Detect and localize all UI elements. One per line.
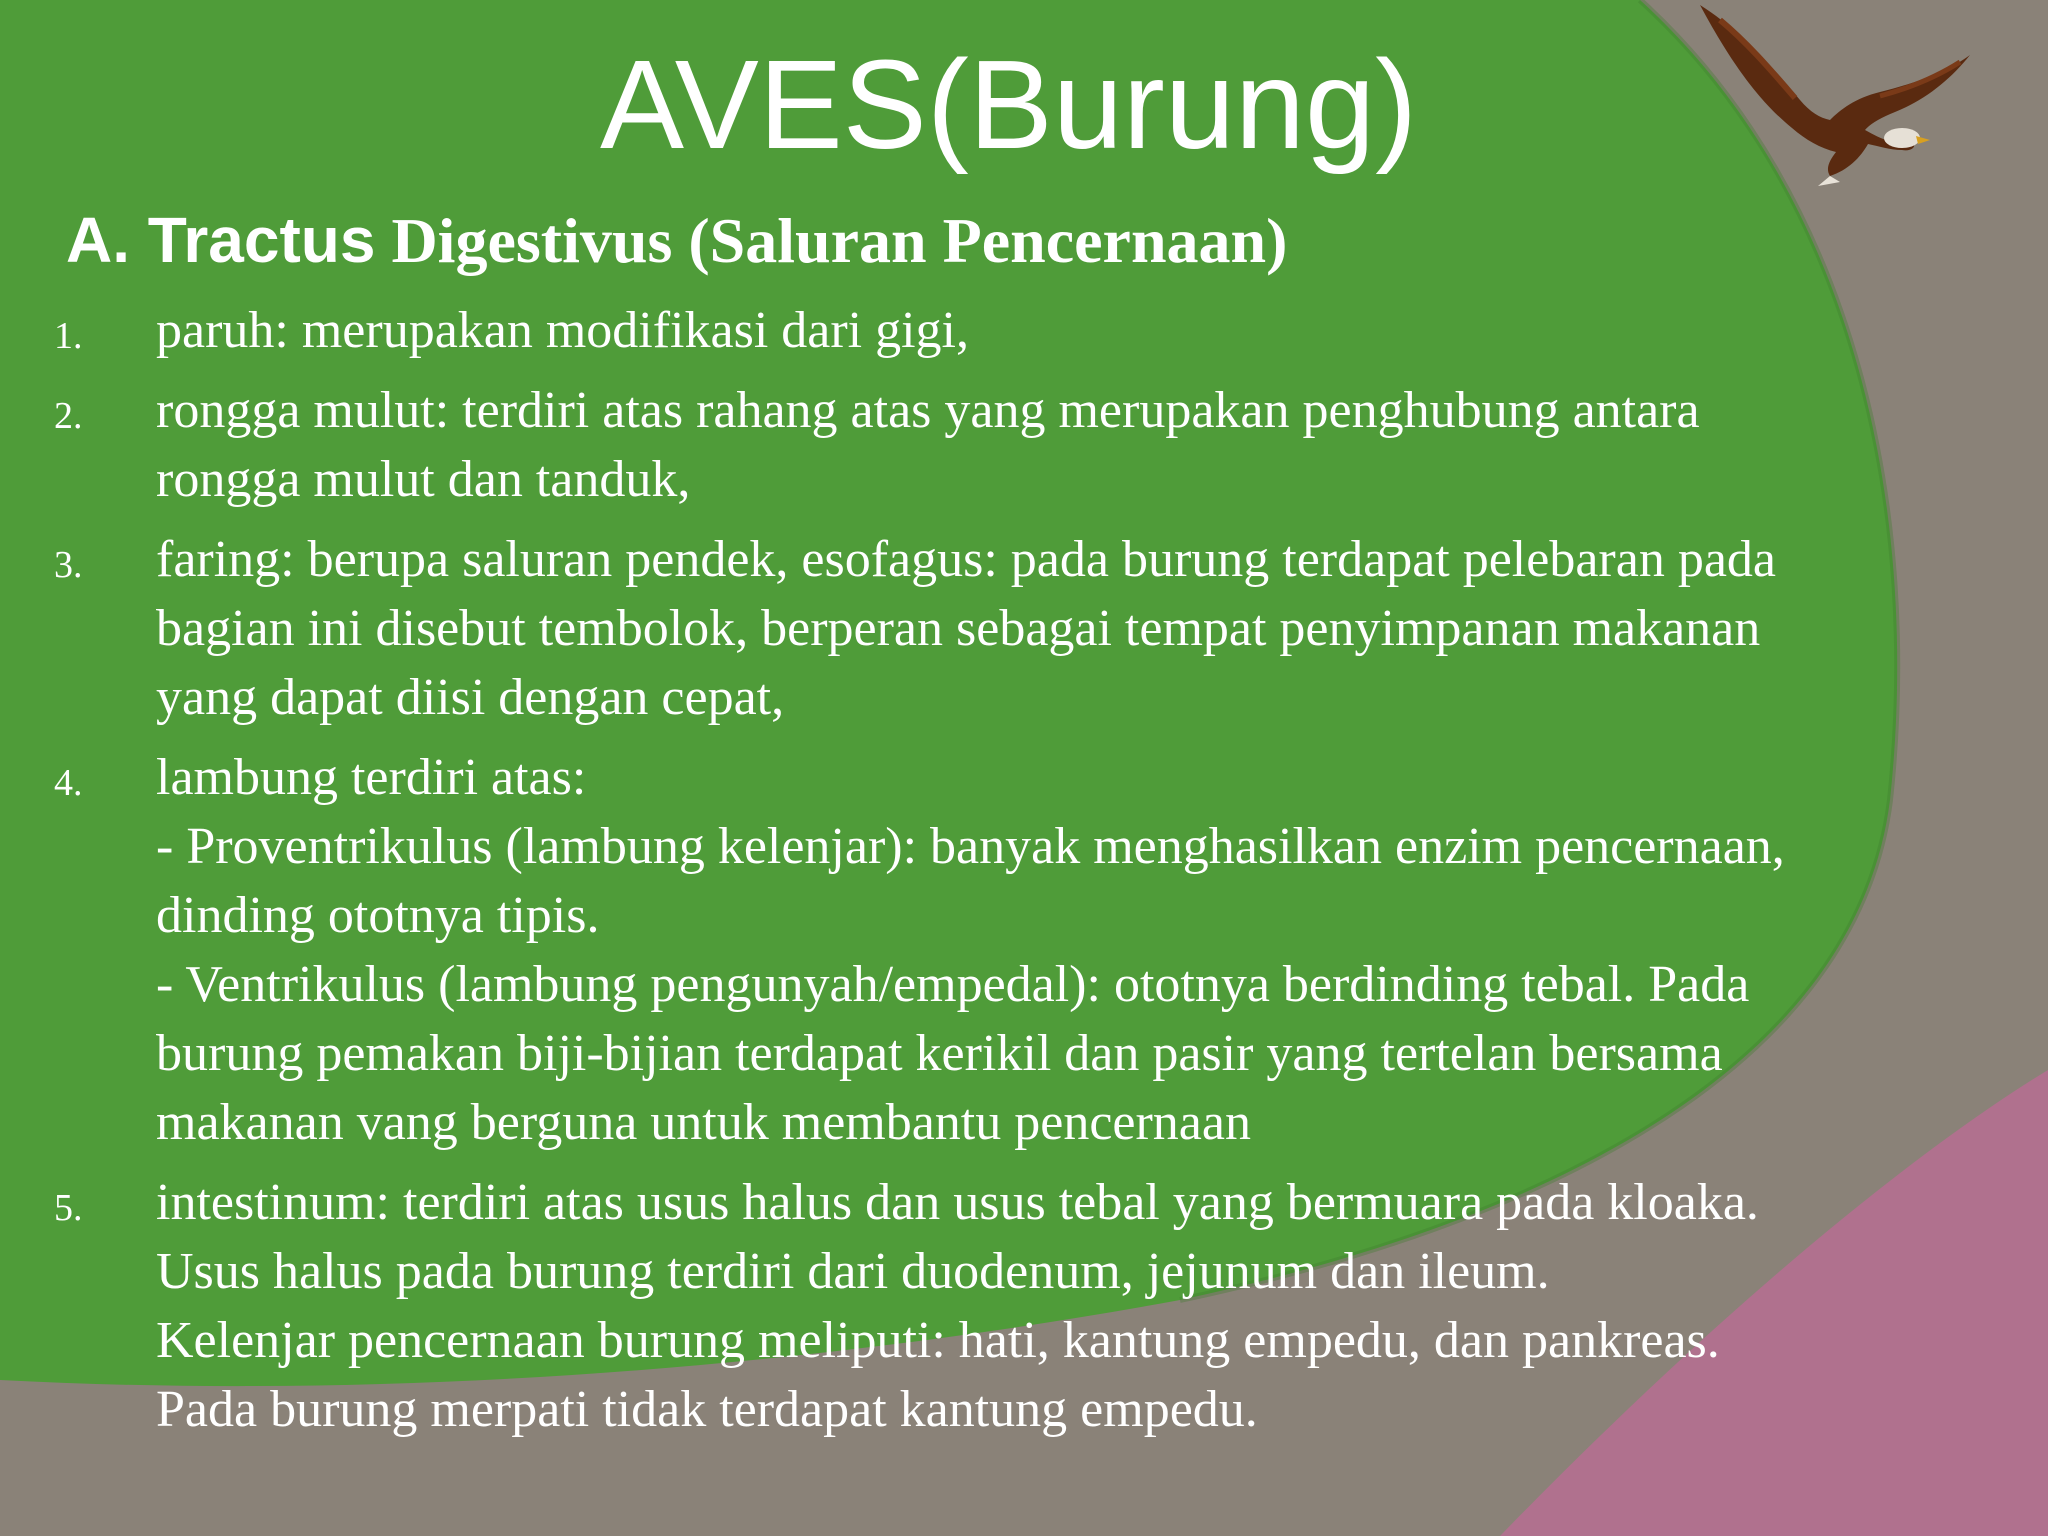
slide-title: AVES(Burung): [600, 34, 1418, 175]
list-item-line: paruh: merupakan modifikasi dari gigi,: [156, 302, 970, 359]
list-item-line: makanan vang berguna untuk membantu pencernaan: [156, 1094, 1251, 1151]
list-item: [0, 376, 2000, 514]
list-item-text: [156, 1168, 2000, 1444]
list-item-number: 1.: [54, 315, 83, 357]
list-item-line: lambung terdiri atas:: [156, 749, 587, 806]
list-item-line: rongga mulut dan tanduk,: [156, 451, 691, 508]
list-item-line: - Proventrikulus (lambung kelenjar): banyak menghasilkan enzim pencernaan,: [156, 818, 1785, 875]
list-item-line: intestinum: terdiri atas usus halus dan usus tebal yang bermuara pada kloaka.: [156, 1174, 1759, 1231]
list-item-line: faring: berupa saluran pendek, esofagus: pada burung terdapat pelebaran pada: [156, 531, 1776, 588]
digestive-list: [0, 296, 2000, 1455]
list-item-number: 4.: [54, 762, 83, 804]
list-item: [0, 296, 2000, 365]
list-item-number: 5.: [54, 1187, 83, 1229]
section-heading: [66, 200, 1287, 281]
list-item: [0, 743, 2000, 1157]
list-item-line: rongga mulut: terdiri atas rahang atas yang merupakan penghubung antara: [156, 382, 1700, 439]
list-item-line: burung pemakan biji-bijian terdapat kerikil dan pasir yang tertelan bersama: [156, 1025, 1723, 1082]
list-item-line: - Ventrikulus (lambung pengunyah/empedal): ototnya berdinding tebal. Pada: [156, 956, 1750, 1013]
list-item-line: Kelenjar pencernaan burung meliputi: hati, kantung empedu, dan pankreas.: [156, 1312, 1720, 1369]
list-item-line: dinding ototnya tipis.: [156, 887, 600, 944]
list-item-line: Usus halus pada burung terdiri dari duodenum, jejunum dan ileum.: [156, 1243, 1550, 1300]
list-item-line: yang dapat diisi dengan cepat,: [156, 669, 785, 726]
eagle-icon: [1680, 0, 1980, 190]
list-item: [0, 1168, 2000, 1444]
list-item-text: [156, 376, 2000, 514]
section-heading-text: Digestivus (Saluran Pencernaan): [391, 205, 1288, 276]
list-item-line: Pada burung merpati tidak terdapat kantung empedu.: [156, 1381, 1258, 1438]
list-item-text: [156, 525, 2000, 732]
list-item: [0, 525, 2000, 732]
list-item-text: [156, 296, 2000, 365]
section-heading-prefix: A. Tractus: [66, 204, 376, 276]
list-item-line: bagian ini disebut tembolok, berperan sebagai tempat penyimpanan makanan: [156, 600, 1761, 657]
list-item-number: 2.: [54, 395, 83, 437]
list-item-text: [156, 743, 2000, 1157]
list-item-number: 3.: [54, 544, 83, 586]
